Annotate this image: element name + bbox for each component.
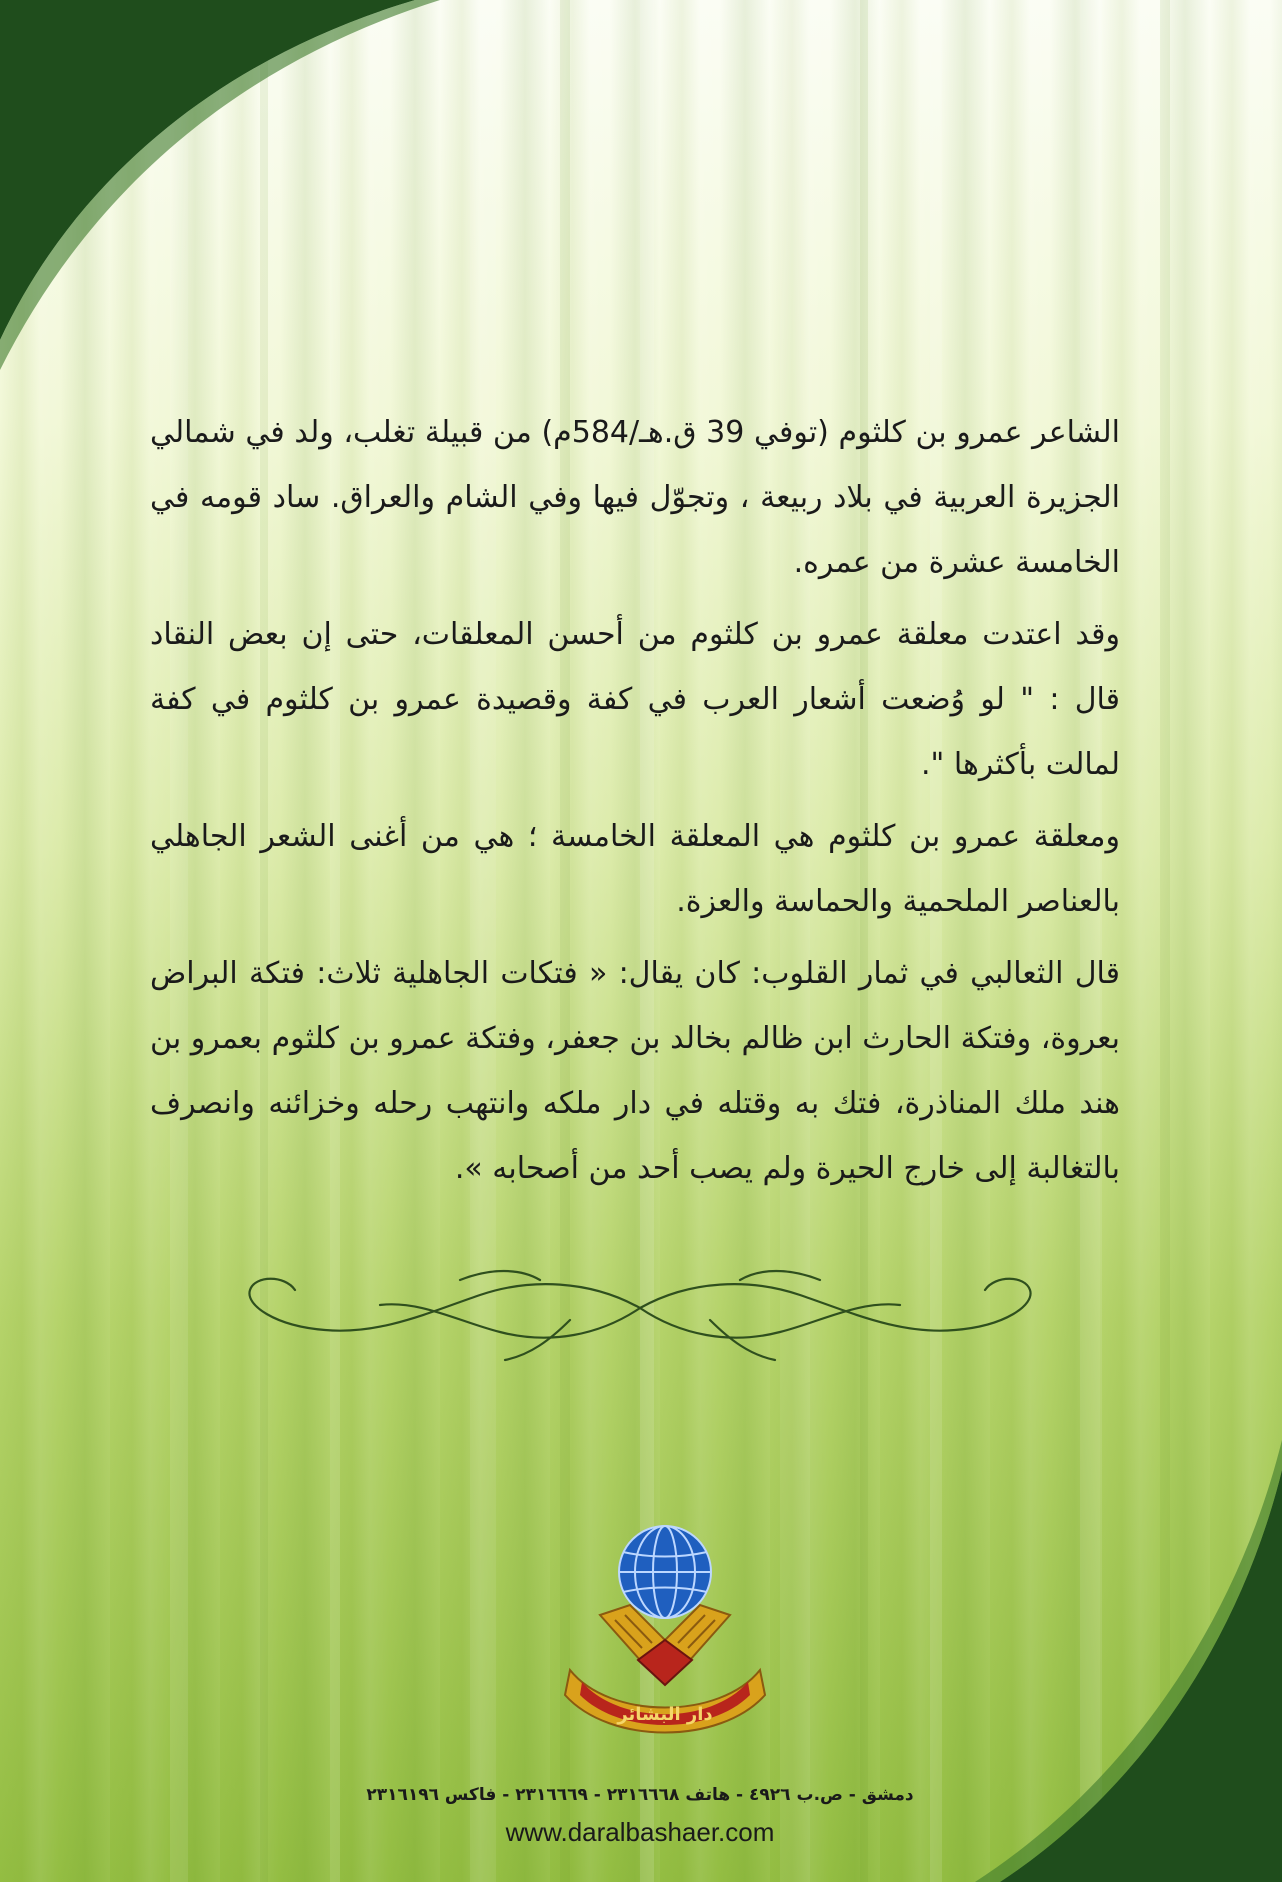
blurb-paragraph: قال الثعالبي في ثمار القلوب: كان يقال: « فتكات الجاهلية ثلاث: فتكة البراض بعروة، وفتكة الحارث ابن ظالم بخالد بن جعفر، وفتكة عمرو بن كلثوم بعمرو بن هند ملك المناذرة، فتك به وقتله في دار ملكه وانتهب رحله وخزائنه وانصرف بالتغالبة إلى خارج الحيرة ولم يصب أحد من أصحابه ». [150, 956, 1120, 1186]
blurb-paragraph: وقد اعتدت معلقة عمرو بن كلثوم من أحسن المعلقات، حتى إن بعض النقاد قال : " لو وُضعت أشعار العرب في كفة وقصيدة عمرو بن كلثوم في كفة لمالت بأكثرها ". [150, 617, 1120, 782]
publisher-logo [560, 1520, 770, 1740]
blurb-paragraph: ومعلقة عمرو بن كلثوم هي المعلقة الخامسة ؛ هي من أغنى الشعر الجاهلي بالعناصر الملحمية والحماسة والعزة. [150, 819, 1120, 919]
decorative-flourish-divider [230, 1260, 1050, 1370]
back-cover-blurb [150, 400, 1120, 1208]
globe-icon [619, 1526, 711, 1618]
publisher-logo-text: دار البشائر [617, 1704, 713, 1725]
publisher-address: دمشق - ص.ب ٤٩٢٦ - هاتف ٢٣١٦٦٦٨ - ٢٣١٦٦٦٩ - فاكس ٢٣١٦١٩٦ [366, 1785, 914, 1805]
blurb-paragraph: الشاعر عمرو بن كلثوم (توفي 39 ق.هـ/584م) من قبيلة تغلب، ولد في شمالي الجزيرة العربية في بلاد ربيعة ، وتجوّل فيها وفي الشام والعراق. ساد قومه في الخامسة عشرة من عمره. [150, 415, 1120, 580]
publisher-website[interactable]: www.daralbashaer.com [505, 1817, 775, 1847]
